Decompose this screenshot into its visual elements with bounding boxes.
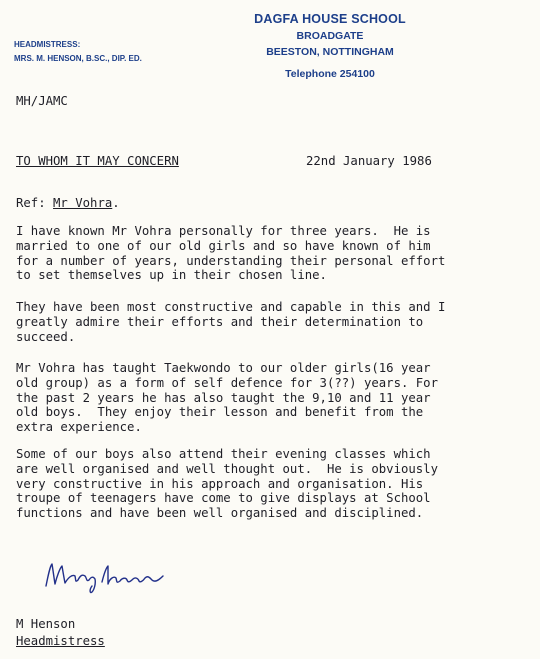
letter-date: 22nd January 1986 [306, 154, 432, 168]
paragraph-1: I have known Mr Vohra personally for three years. He is married to one of our old girls and so have known of him for a number of years, understanding their personal effort to set themselves up in their chosen line. [16, 224, 446, 283]
paragraph-2: They have been most constructive and capable in this and I greatly admire their efforts and their determination to succeed. [16, 300, 446, 344]
letterhead [250, 12, 410, 80]
school-street: BROADGATE [296, 30, 364, 42]
signer-name: M Henson [16, 617, 76, 631]
reference-line [16, 196, 120, 210]
signature-image [42, 556, 167, 596]
paragraph-4: Some of our boys also attend their evening classes which are well organised and well thought out. He is obviously very constructive in his approach and organisation. His troupe of teenagers have come to give displays at School functions and have been well organised and disciplined. [16, 447, 438, 521]
reference-code: MH/JAMC [16, 94, 68, 108]
ref-period: . [112, 196, 120, 210]
school-telephone: Telephone 254100 [285, 68, 375, 80]
ref-label: Ref: [16, 196, 46, 210]
school-name: DAGFA HOUSE SCHOOL [254, 12, 406, 26]
salutation: TO WHOM IT MAY CONCERN [16, 154, 179, 168]
school-town: BEESTON, NOTTINGHAM [266, 46, 394, 58]
paragraph-3: Mr Vohra has taught Taekwondo to our older girls(16 year old group) as a form of self defence for 3(??) years. For the past 2 years he has also taught the 9,10 and 11 year old boys. They enjoy their lesson and benefit from the extra experience. [16, 361, 438, 435]
headmistress-label: HEADMISTRESS: [14, 40, 81, 49]
headmistress-block [14, 38, 142, 66]
headmistress-name: MRS. M. HENSON, B.SC., DIP. ED. [14, 54, 142, 63]
signer-title: Headmistress [16, 634, 105, 648]
ref-name: Mr Vohra [53, 196, 113, 210]
signature-stroke [46, 564, 163, 593]
